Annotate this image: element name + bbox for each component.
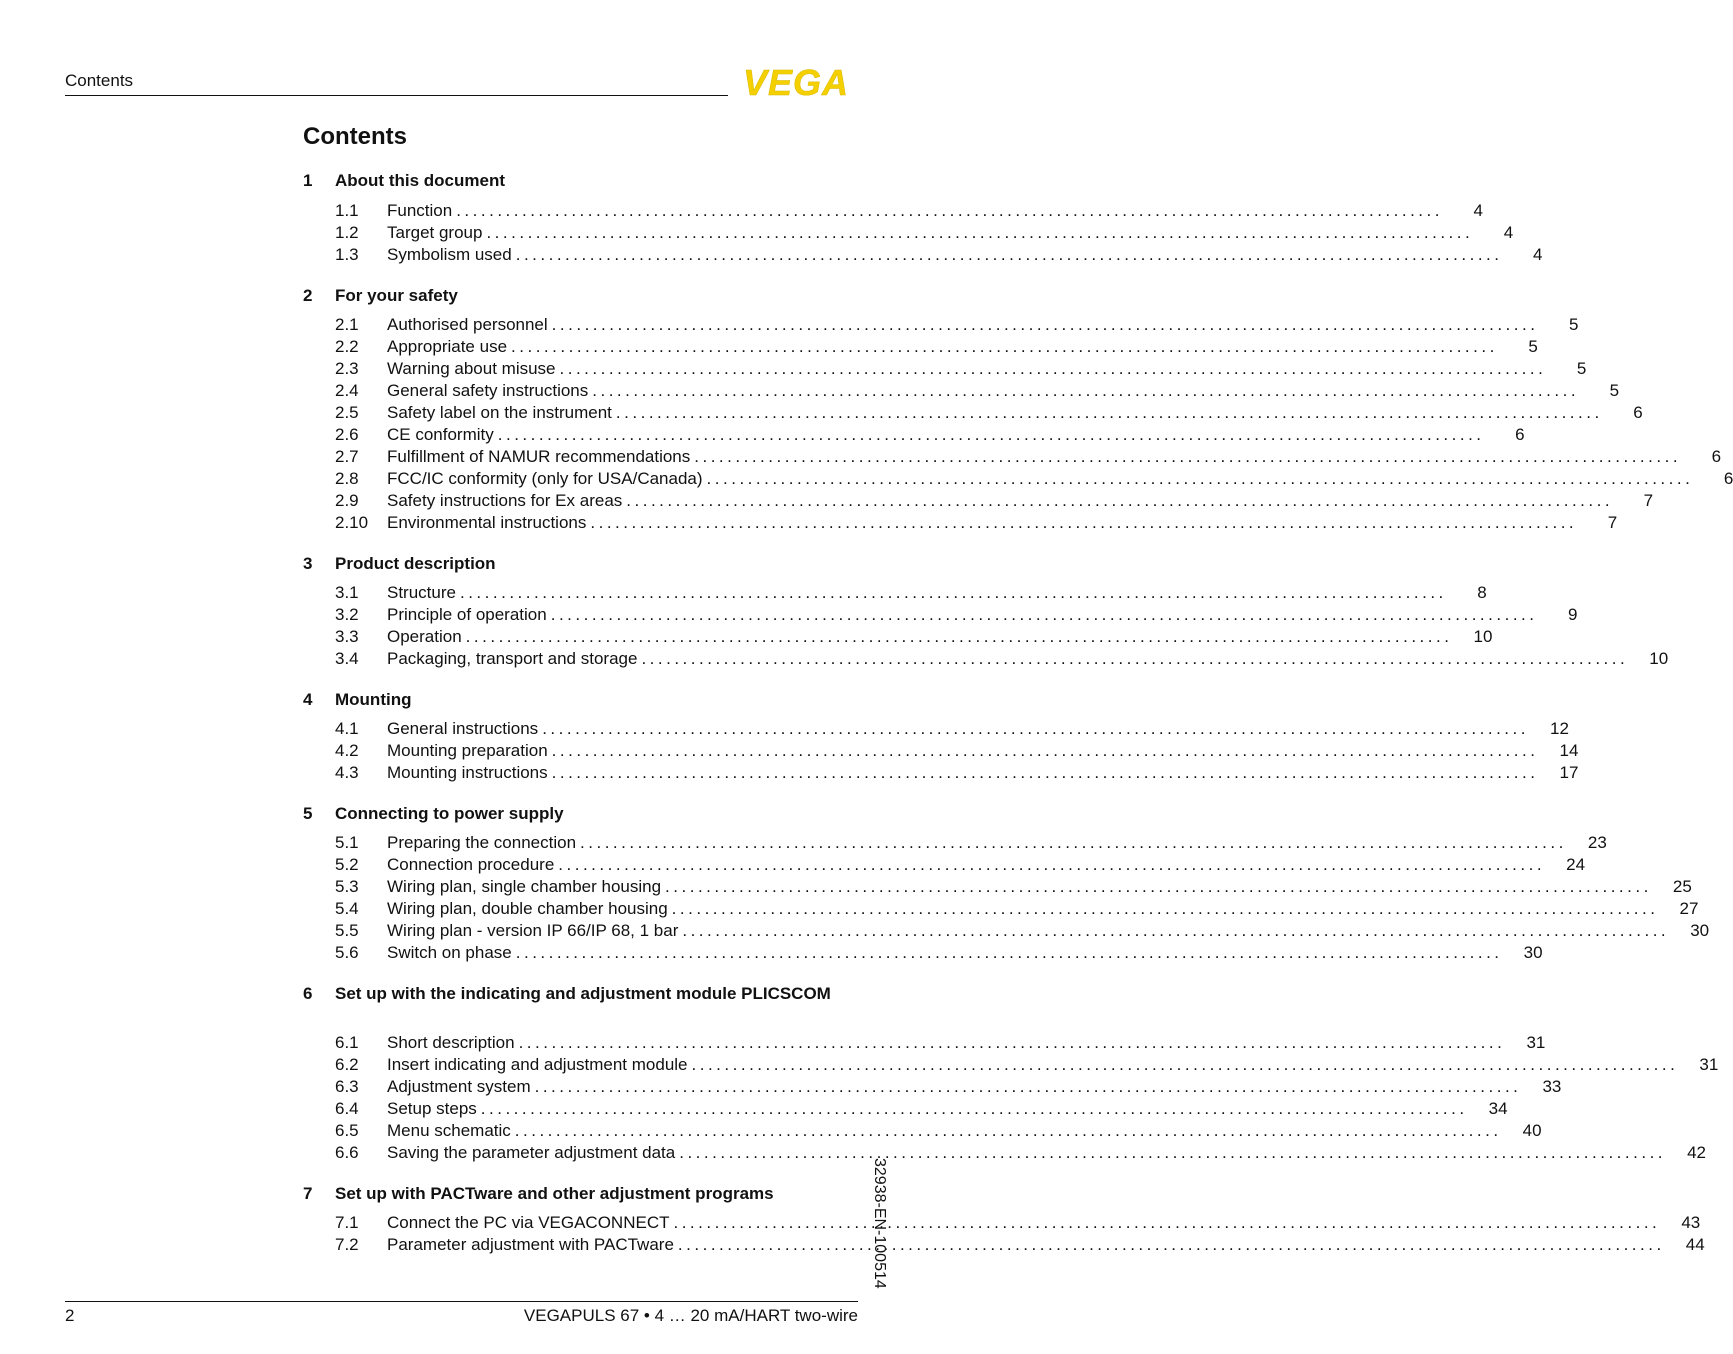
entry-page-number: 9 <box>1568 605 1578 624</box>
entry-title: Wiring plan, single chamber housing <box>387 877 662 896</box>
toc-entry[interactable] <box>303 942 1543 964</box>
toc-entry[interactable] <box>303 762 1579 784</box>
entry-page-number: 6 <box>1723 469 1733 488</box>
dot-leader: ........................................................................................................................ <box>626 491 1614 510</box>
entry-page-number: 24 <box>1566 855 1586 874</box>
entry-page-number: 4 <box>1473 201 1483 220</box>
toc-entry[interactable] <box>303 832 1607 854</box>
entry-number: 1.2 <box>335 223 359 242</box>
entry-page-number: 27 <box>1679 899 1699 918</box>
entry-page-number: 34 <box>1488 1099 1508 1118</box>
entry-number: 2.8 <box>335 469 359 488</box>
entry-title: Switch on phase <box>387 943 512 962</box>
entry-title: Target group <box>387 223 483 242</box>
entry-page-number: 33 <box>1542 1077 1562 1096</box>
entry-page-number: 5 <box>1609 381 1620 400</box>
dot-leader: ........................................................................................................................ <box>551 741 1539 760</box>
entry-page-number: 10 <box>1473 627 1493 646</box>
toc-entry[interactable] <box>303 446 1722 468</box>
toc-entry[interactable] <box>303 876 1692 898</box>
entry-title: Symbolism used <box>387 245 512 264</box>
page-title: Contents <box>303 123 407 150</box>
dot-leader: ........................................................................................................................ <box>551 763 1539 782</box>
dot-leader: ........................................................................................................................ <box>679 1143 1667 1162</box>
section-number: 2 <box>303 286 313 305</box>
entry-number: 3.4 <box>335 649 359 668</box>
entry-number: 1.3 <box>335 245 359 264</box>
entry-title: Mounting instructions <box>387 763 548 782</box>
entry-page-number: 43 <box>1681 1213 1701 1232</box>
entry-title: Authorised personnel <box>387 315 548 334</box>
entry-title: Packaging, transport and storage <box>387 649 638 668</box>
entry-number: 5.3 <box>335 877 359 896</box>
entry-page-number: 30 <box>1523 943 1543 962</box>
toc-entry[interactable] <box>303 626 1493 648</box>
entry-number: 6.5 <box>335 1121 359 1140</box>
footer-divider <box>65 1301 858 1302</box>
dot-leader: ........................................................................................................................ <box>465 627 1453 646</box>
entry-page-number: 6 <box>1711 447 1722 466</box>
dot-leader: ........................................................................................................................ <box>671 899 1659 918</box>
header-divider <box>65 95 728 96</box>
entry-number: 5.2 <box>335 855 359 874</box>
section-title: Set up with the indicating and adjustment module PLICSCOM <box>335 984 831 1003</box>
entry-title: Environmental instructions <box>387 513 587 532</box>
entry-number: 2.4 <box>335 381 359 400</box>
dot-leader: ........................................................................................................................ <box>534 1077 1522 1096</box>
entry-page-number: 4 <box>1503 223 1514 242</box>
entry-number: 5.4 <box>335 899 359 918</box>
toc-section-heading[interactable] <box>303 803 858 825</box>
entry-number: 2.5 <box>335 403 359 422</box>
entry-page-number: 6 <box>1515 425 1525 444</box>
section-title: Product description <box>335 554 496 573</box>
toc-entry[interactable] <box>303 512 1618 534</box>
dot-leader: ........................................................................................................................ <box>673 1213 1661 1232</box>
entry-title: Safety instructions for Ex areas <box>387 491 623 510</box>
section-title: Set up with PACTware and other adjustment programs <box>335 1184 774 1203</box>
toc-section <box>303 983 1719 1164</box>
toc-section-heading[interactable] <box>303 1183 858 1205</box>
toc-section-heading[interactable] <box>303 170 858 192</box>
dot-leader: ........................................................................................................................ <box>559 359 1547 378</box>
dot-leader: ........................................................................................................................ <box>694 447 1682 466</box>
dot-leader: ........................................................................................................................ <box>542 719 1529 738</box>
toc-entry[interactable] <box>303 1098 1508 1120</box>
entry-number: 5.1 <box>335 833 359 852</box>
toc-entry[interactable] <box>303 604 1578 626</box>
dot-leader: ........................................................................................................................ <box>551 315 1539 334</box>
toc-entry[interactable] <box>303 1032 1546 1054</box>
toc-section <box>303 553 1669 670</box>
entry-title: Adjustment system <box>387 1077 531 1096</box>
toc-entry[interactable] <box>303 1142 1707 1164</box>
section-number: 3 <box>303 554 313 573</box>
toc-entry[interactable] <box>303 380 1620 402</box>
entry-title: Menu schematic <box>387 1121 511 1140</box>
entry-title: Principle of operation <box>387 605 547 624</box>
section-number: 6 <box>303 984 313 1003</box>
entry-number: 2.7 <box>335 447 359 466</box>
toc-entry[interactable] <box>303 1234 1705 1256</box>
entry-title: Parameter adjustment with PACTware <box>387 1235 674 1254</box>
entry-page-number: 5 <box>1568 315 1579 334</box>
dot-leader: ........................................................................................................................ <box>514 1121 1502 1140</box>
toc-entry[interactable] <box>303 582 1487 604</box>
dot-leader: ........................................................................................................................ <box>550 605 1538 624</box>
toc-entry[interactable] <box>303 490 1654 512</box>
entry-page-number: 5 <box>1576 359 1587 378</box>
entry-title: Saving the parameter adjustment data <box>387 1143 676 1162</box>
entry-title: Fulfillment of NAMUR recommendations <box>387 447 691 466</box>
footer-doc-title: VEGAPULS 67 • 4 … 20 mA/HART two-wire <box>523 1306 858 1325</box>
toc-entry[interactable] <box>303 1076 1562 1098</box>
toc-section <box>303 170 1543 266</box>
dot-leader: ........................................................................................................................ <box>615 403 1603 422</box>
section-title: Connecting to power supply <box>335 804 564 823</box>
entry-page-number: 7 <box>1607 513 1618 532</box>
entry-number: 2.2 <box>335 337 359 356</box>
document-code: 32938-EN-100514 <box>871 1158 888 1289</box>
entry-number: 3.2 <box>335 605 359 624</box>
entry-page-number: 12 <box>1550 719 1569 738</box>
entry-number: 5.6 <box>335 943 359 962</box>
toc-section <box>303 689 1579 784</box>
entry-number: 4.1 <box>335 719 359 738</box>
entry-page-number: 5 <box>1528 337 1538 356</box>
entry-number: 2.10 <box>335 513 369 532</box>
toc-entry[interactable] <box>303 468 1733 490</box>
dot-leader: ........................................................................................................................ <box>682 921 1670 940</box>
section-number: 4 <box>303 690 313 709</box>
entry-number: 3.1 <box>335 583 359 602</box>
running-header: Contents <box>65 71 134 90</box>
dot-leader: ........................................................................................................................ <box>511 337 1498 356</box>
entry-number: 1.1 <box>335 201 359 220</box>
entry-title: Wiring plan - version IP 66/IP 68, 1 bar <box>387 921 679 940</box>
entry-page-number: 31 <box>1699 1055 1719 1074</box>
dot-leader: ........................................................................................................................ <box>665 877 1652 896</box>
entry-number: 6.2 <box>335 1055 359 1074</box>
toc-entry[interactable] <box>303 358 1587 380</box>
toc-entry[interactable] <box>303 718 1569 740</box>
entry-page-number: 40 <box>1522 1121 1542 1140</box>
entry-title: FCC/IC conformity (only for USA/Canada) <box>387 469 703 488</box>
entry-title: General instructions <box>387 719 539 738</box>
entry-number: 2.1 <box>335 315 359 334</box>
entry-title: Mounting preparation <box>387 741 548 760</box>
toc-entry[interactable] <box>303 740 1579 762</box>
entry-page-number: 7 <box>1643 491 1654 510</box>
entry-number: 6.3 <box>335 1077 359 1096</box>
toc-section-heading[interactable] <box>303 553 858 575</box>
entry-page-number: 4 <box>1533 245 1543 264</box>
entry-page-number: 44 <box>1685 1235 1705 1254</box>
dot-leader: ........................................................................................................................ <box>515 245 1503 264</box>
dot-leader: ........................................................................................................................ <box>641 649 1629 668</box>
entry-title: Function <box>387 201 453 220</box>
entry-page-number: 6 <box>1633 403 1643 422</box>
vega-logo <box>734 62 858 103</box>
entry-title: Warning about misuse <box>387 359 556 378</box>
toc-entry[interactable] <box>303 1120 1542 1142</box>
toc-entry[interactable] <box>303 1054 1719 1076</box>
section-number: 7 <box>303 1184 313 1203</box>
entry-title: Operation <box>387 627 462 646</box>
entry-title: CE conformity <box>387 425 494 444</box>
entry-number: 6.1 <box>335 1033 359 1052</box>
toc-section-heading[interactable] <box>303 689 858 711</box>
toc-section <box>303 285 1733 534</box>
dot-leader: ........................................................................................................................ <box>486 223 1474 242</box>
entry-page-number: 10 <box>1649 649 1669 668</box>
toc-entry[interactable] <box>303 920 1710 942</box>
entry-number: 7.1 <box>335 1213 359 1232</box>
entry-page-number: 31 <box>1526 1033 1546 1052</box>
dot-leader: ........................................................................................................................ <box>459 583 1447 602</box>
entry-title: Insert indicating and adjustment module <box>387 1055 688 1074</box>
dot-leader: ........................................................................................................................ <box>518 1033 1506 1052</box>
section-title: About this document <box>335 171 505 190</box>
entry-number: 2.6 <box>335 425 359 444</box>
entry-number: 3.3 <box>335 627 359 646</box>
toc-entry[interactable] <box>303 1212 1701 1234</box>
dot-leader: ........................................................................................................................ <box>456 201 1443 220</box>
dot-leader: ........................................................................................................................ <box>515 943 1503 962</box>
entry-page-number: 14 <box>1559 741 1579 760</box>
dot-leader: ........................................................................................................................ <box>558 855 1546 874</box>
entry-title: Preparing the connection <box>387 833 577 852</box>
entry-number: 4.2 <box>335 741 359 760</box>
entry-title: Appropriate use <box>387 337 508 356</box>
toc-entry[interactable] <box>303 222 1514 244</box>
section-title: Mounting <box>335 690 412 709</box>
section-number: 1 <box>303 171 313 190</box>
entry-number: 6.4 <box>335 1099 359 1118</box>
entry-title: Connection procedure <box>387 855 555 874</box>
toc-entry[interactable] <box>303 200 1483 222</box>
toc-entry[interactable] <box>303 402 1643 424</box>
entry-title: Connect the PC via VEGACONNECT <box>387 1213 670 1232</box>
entry-number: 2.9 <box>335 491 359 510</box>
page-number: 2 <box>65 1306 75 1325</box>
dot-leader: ........................................................................................................................ <box>677 1235 1665 1254</box>
entry-title: Short description <box>387 1033 515 1052</box>
dot-leader: ........................................................................................................................ <box>590 513 1578 532</box>
toc-entry[interactable] <box>303 854 1586 876</box>
entry-number: 2.3 <box>335 359 359 378</box>
entry-title: Setup steps <box>387 1099 477 1118</box>
logo-text: VEGA <box>742 62 850 103</box>
entry-number: 5.5 <box>335 921 359 940</box>
toc-entry[interactable] <box>303 424 1525 446</box>
toc-section-heading[interactable] <box>303 285 858 307</box>
entry-title: General safety instructions <box>387 381 589 400</box>
entry-page-number: 30 <box>1690 921 1710 940</box>
entry-page-number: 8 <box>1477 583 1487 602</box>
dot-leader: ........................................................................................................................ <box>480 1099 1468 1118</box>
dot-leader: ........................................................................................................................ <box>691 1055 1679 1074</box>
entry-title: Structure <box>387 583 456 602</box>
entry-number: 6.6 <box>335 1143 359 1162</box>
toc-section <box>303 803 1710 964</box>
toc-entry[interactable] <box>303 336 1538 358</box>
entry-page-number: 23 <box>1587 833 1607 852</box>
toc-entry[interactable] <box>303 648 1669 670</box>
entry-number: 7.2 <box>335 1235 359 1254</box>
section-title: For your safety <box>335 286 458 305</box>
dot-leader: ........................................................................................................................ <box>706 469 1694 488</box>
dot-leader: ........................................................................................................................ <box>580 833 1567 852</box>
entry-page-number: 25 <box>1672 877 1692 896</box>
toc-entry[interactable] <box>303 244 1543 266</box>
entry-page-number: 42 <box>1687 1143 1707 1162</box>
toc-section-heading[interactable] <box>303 983 858 1005</box>
dot-leader: ........................................................................................................................ <box>497 425 1485 444</box>
entry-page-number: 17 <box>1559 763 1579 782</box>
section-number: 5 <box>303 804 313 823</box>
entry-title: Wiring plan, double chamber housing <box>387 899 668 918</box>
entry-number: 4.3 <box>335 763 359 782</box>
entry-title: Safety label on the instrument <box>387 403 612 422</box>
toc-entry[interactable] <box>303 898 1699 920</box>
dot-leader: ........................................................................................................................ <box>592 381 1580 400</box>
toc-entry[interactable] <box>303 314 1579 336</box>
